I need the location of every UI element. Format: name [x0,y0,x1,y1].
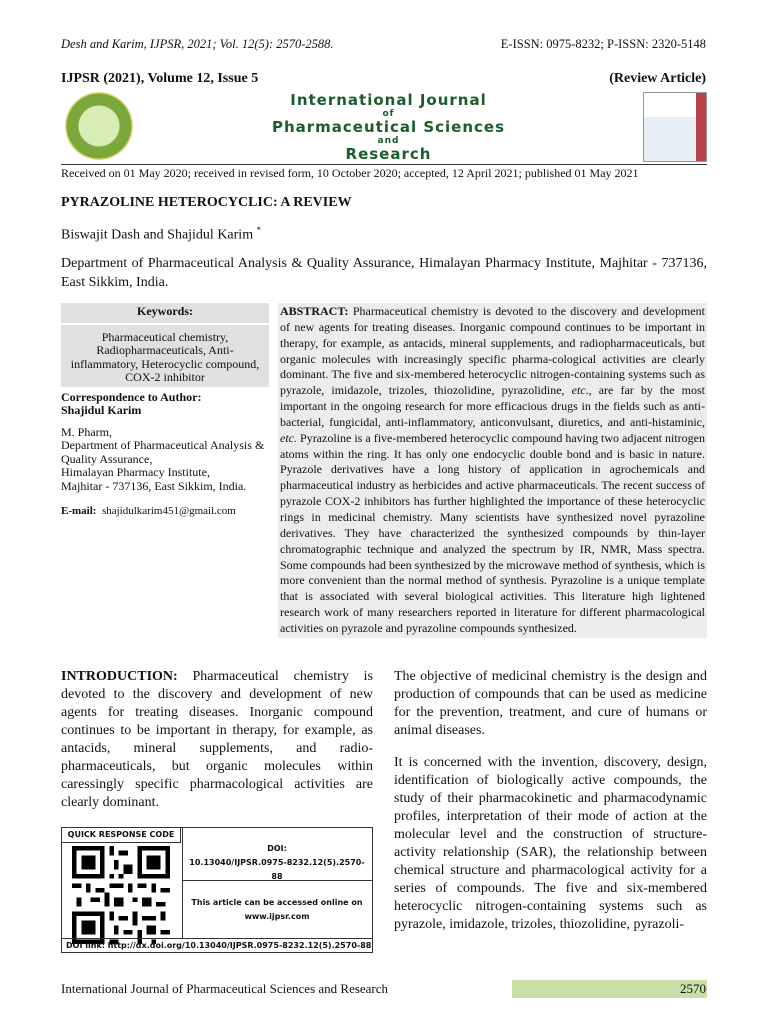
running-citation: Desh and Karim, IJPSR, 2021; Vol. 12(5): 2570-2588. [61,37,334,51]
article-type: (Review Article) [609,71,706,86]
email: E-mail: shajidulkarim451@gmail.com [61,505,236,517]
footer-journal: International Journal of Pharmaceutical Sciences and Research [61,981,389,996]
journal-logo-title: International Journal of Pharmaceutical Sciences and Research [271,91,506,163]
abstract-label: ABSTRACT: [280,304,349,318]
journal-seal-logo [65,92,133,160]
doi: DOI: 10.13040/IJPSR.0975-8232.12(5).2570-88 [189,844,365,881]
paper-title: PYRAZOLINE HETEROCYCLIC: A REVIEW [61,195,352,210]
page-number-bar [512,980,707,998]
affiliation: Department of Pharmaceutical Analysis & Quality Assurance, Himalayan Pharmacy Institute, Majhitar - 737136, East Sikkim, India. [61,256,707,290]
journal-banner [61,90,707,162]
access-note: This article can be accessed online on www.ijpsr.com [184,896,370,924]
correspondence-heading: Correspondence to Author: Shajidul Karim [61,389,269,420]
journal-cover-thumbnail [643,92,707,162]
qr-heading: QUICK RESPONSE CODE [62,828,181,843]
volume-issue: IJPSR (2021), Volume 12, Issue 5 [61,71,259,86]
paragraph: It is concerned with the invention, discovery, design, identification of biologically active compounds, the study of their pharmacokinetic and pharmacodynamic profiles, interpretation of their mode of action at the molecular level and the construction of structure-activity relationship (SAR), the relationship between chemical structure and pharmacological activity for a series of compounds. The five and six-membered heterocyclic nitrogen-containing systems such as pyrazole, imidazole, trizoles, thiozolidine, pyrazoli- [394,755,707,932]
header-divider [61,164,707,165]
abstract: ABSTRACT: Pharmaceutical chemistry is devoted to the discovery and development of new agents for treating diseases. Inorganic compound continues to be important in therapy, for example, as antacids, mineral supplements, and radiopharmaceuticals, but organic molecules with increasingly specific pharma-cological activities are clearly dominant. The five and six-membered heterocyclic nitrogen-containing systems such as pyrazole, imidazole, trizoles, thiozolidine, pyrazolidine, etc., are far by the most important in the ongoing research for more efficacious drugs in the fields such as anti-bacterial, fungicidal, anti-inflammatory, anticonvulsant, diuretics, and anti-histaminic, etc. Pyrazoline is a five-membered heterocyclic compound having two adjacent nitrogen atoms within the ring. It has only one endocyclic double bond and is basic in nature. Pyrazole derivatives have a long history of application in agrochemicals and pharmaceutical industry as herbicides and active pharmaceuticals. The recent success of pyrazole COX-2 inhibitors has further highlighted the importance of these heterocyclic rings in medicinal chemistry. Many scientists have synthesized novel pyrazoline derivatives. They have characterized the synthesized compounds by thin-layer chromatographic technique and analyzed the spectrum by IR, NMR, Mass spectra. Some compounds had been synthesized by the microwave method of synthesis, which is more convenient than the normal method of synthesis. Pyrazoline is a unique template that is associated with several biological activities. This literature high lightened research work of many researchers reported in literature for different pharmacological activities on pyrazole and pyrazoline compounds synthesized. [278,303,707,638]
email-link[interactable]: shajidulkarim451@gmail.com [101,505,236,517]
doi-link[interactable]: DOI link: http://dx.doi.org/10.13040/IJPSR.0975-8232.12(5).2570-88 [62,938,372,952]
paragraph: The objective of medicinal chemistry is the design and production of compounds that can be used as medicine for the prevention, treatment, and cure of humans or animal diseases. [394,669,707,738]
authors: Biswajit Dash and Shajidul Karim * [61,225,262,243]
website-link[interactable]: www.ijpsr.com [244,912,310,921]
correspondence-address: M. Pharm, Department of Pharmaceutical Analysis & Quality Assurance, Himalayan Pharmacy Institute, Majhitar - 737136, East Sikkim, India. [61,424,265,493]
page-number: 2570 [680,981,706,996]
right-column-text [394,668,707,948]
introduction: INTRODUCTION: Pharmaceutical chemistry is devoted to the discovery and development of new agents for treating diseases. Inorganic compound continues to be important in therapy, for example, as antacids, mineral supplements, and radio-pharmaceuticals, but organic molecules within caressingly specific pharmacological activities are clearly dominant. [61,669,373,810]
issn: E-ISSN: 0975-8232; P-ISSN: 2320-5148 [500,37,706,51]
qr-code-icon[interactable] [72,846,170,944]
sidebar [61,303,269,519]
keywords-heading: Keywords: [61,303,269,323]
intro-label: INTRODUCTION: [61,669,178,684]
received-dates: Received on 01 May 2020; received in revised form, 10 October 2020; accepted, 12 April 2021; published 01 May 2021 [61,166,639,180]
qr-info-box [61,827,373,953]
keywords-list: Pharmaceutical chemistry, Radiopharmaceuticals, Anti-inflammatory, Heterocyclic compound, COX-2 inhibitor [61,325,269,387]
corresponding-mark: * [256,225,262,235]
